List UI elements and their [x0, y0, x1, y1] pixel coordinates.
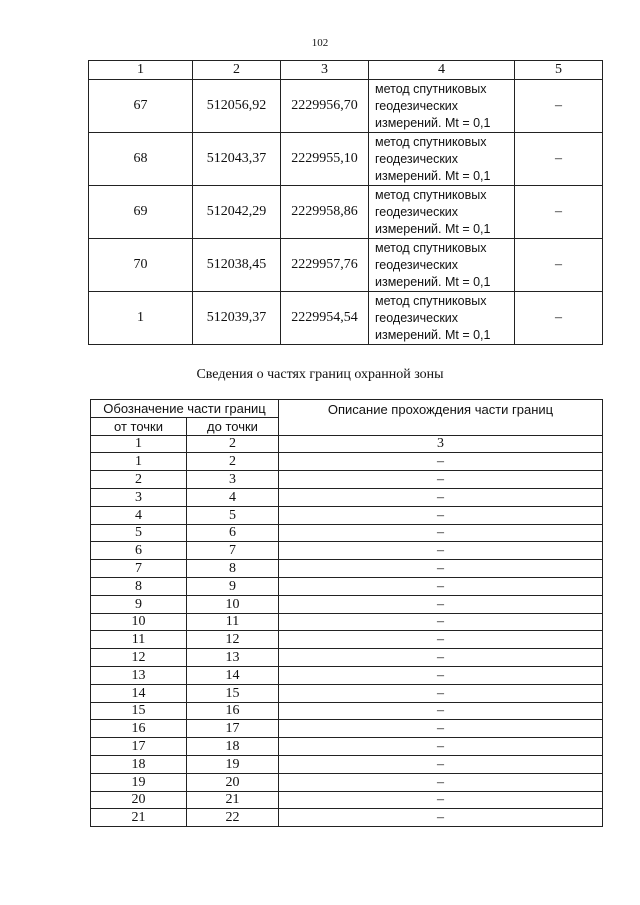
- method-cell: [369, 133, 515, 186]
- y-coordinate-cell: 2229956,70: [281, 80, 369, 133]
- column-number-4: 4: [369, 61, 515, 80]
- description-cell: –: [279, 738, 603, 756]
- from-point-cell: 11: [91, 631, 187, 649]
- description-cell: –: [279, 684, 603, 702]
- from-point-cell: 21: [91, 809, 187, 827]
- description-cell: –: [279, 560, 603, 578]
- method-line: метод спутниковых: [375, 81, 487, 96]
- description-cell: –: [279, 506, 603, 524]
- boundary-part-row: [91, 524, 603, 542]
- method-line: измерений. Mt = 0,1: [375, 274, 491, 289]
- method-line: измерений. Mt = 0,1: [375, 327, 491, 342]
- boundary-part-row: [91, 488, 603, 506]
- coordinates-table: [88, 60, 603, 345]
- column-number-3: 3: [281, 61, 369, 80]
- to-point-cell: 5: [187, 506, 279, 524]
- coordinates-row: [89, 239, 603, 292]
- point-number-cell: 69: [89, 186, 193, 239]
- boundary-part-row: [91, 613, 603, 631]
- y-coordinate-cell: 2229958,86: [281, 186, 369, 239]
- description-cell: –: [279, 773, 603, 791]
- boundary-part-row: [91, 649, 603, 667]
- to-point-cell: 18: [187, 738, 279, 756]
- y-coordinate-cell: 2229955,10: [281, 133, 369, 186]
- column-number-1: 1: [89, 61, 193, 80]
- y-coordinate-cell: 2229954,54: [281, 292, 369, 345]
- to-point-cell: 7: [187, 542, 279, 560]
- header-to-point: до точки: [187, 417, 279, 435]
- x-coordinate-cell: 512056,92: [193, 80, 281, 133]
- from-point-cell: 18: [91, 755, 187, 773]
- boundary-part-row: [91, 809, 603, 827]
- coordinates-row: [89, 80, 603, 133]
- boundary-part-row: [91, 577, 603, 595]
- note-cell: –: [515, 239, 603, 292]
- from-point-cell: 10: [91, 613, 187, 631]
- header-from-point: от точки: [91, 417, 187, 435]
- note-cell: –: [515, 80, 603, 133]
- method-cell: [369, 80, 515, 133]
- to-point-cell: 2: [187, 453, 279, 471]
- coordinates-row: [89, 292, 603, 345]
- from-point-cell: 3: [91, 488, 187, 506]
- parts-numbering-row: [91, 435, 603, 453]
- boundary-part-row: [91, 471, 603, 489]
- description-cell: –: [279, 471, 603, 489]
- from-point-cell: 16: [91, 720, 187, 738]
- coordinates-header-row: [89, 61, 603, 80]
- to-point-cell: 8: [187, 560, 279, 578]
- from-point-cell: 8: [91, 577, 187, 595]
- method-line: геодезических: [375, 204, 459, 219]
- note-cell: –: [515, 292, 603, 345]
- to-point-cell: 4: [187, 488, 279, 506]
- parts-header-row: [91, 400, 603, 418]
- boundary-part-row: [91, 453, 603, 471]
- method-line: геодезических: [375, 257, 459, 272]
- boundary-part-row: [91, 773, 603, 791]
- from-point-cell: 2: [91, 471, 187, 489]
- boundary-part-row: [91, 791, 603, 809]
- header-boundary-description: Описание прохождения части границ: [279, 400, 603, 436]
- to-point-cell: 17: [187, 720, 279, 738]
- boundary-part-row: [91, 542, 603, 560]
- from-point-cell: 19: [91, 773, 187, 791]
- method-line: геодезических: [375, 151, 459, 166]
- x-coordinate-cell: 512042,29: [193, 186, 281, 239]
- boundary-part-row: [91, 684, 603, 702]
- column-number-5: 5: [515, 61, 603, 80]
- to-point-cell: 13: [187, 649, 279, 667]
- description-cell: –: [279, 702, 603, 720]
- section-title: Сведения о частях границ охранной зоны: [196, 367, 444, 382]
- from-point-cell: 13: [91, 666, 187, 684]
- point-number-cell: 68: [89, 133, 193, 186]
- method-line: геодезических: [375, 310, 459, 325]
- description-cell: –: [279, 524, 603, 542]
- boundary-part-row: [91, 738, 603, 756]
- x-coordinate-cell: 512043,37: [193, 133, 281, 186]
- method-line: геодезических: [375, 98, 459, 113]
- from-point-cell: 15: [91, 702, 187, 720]
- description-cell: –: [279, 542, 603, 560]
- to-point-cell: 20: [187, 773, 279, 791]
- x-coordinate-cell: 512038,45: [193, 239, 281, 292]
- to-point-cell: 12: [187, 631, 279, 649]
- description-cell: –: [279, 809, 603, 827]
- from-point-cell: 1: [91, 453, 187, 471]
- to-point-cell: 22: [187, 809, 279, 827]
- boundary-part-row: [91, 631, 603, 649]
- description-cell: –: [279, 595, 603, 613]
- from-point-cell: 5: [91, 524, 187, 542]
- boundary-part-row: [91, 702, 603, 720]
- description-cell: –: [279, 453, 603, 471]
- method-line: метод спутниковых: [375, 240, 487, 255]
- boundary-part-row: [91, 560, 603, 578]
- from-point-cell: 7: [91, 560, 187, 578]
- numbering-cell: 3: [279, 435, 603, 453]
- description-cell: –: [279, 791, 603, 809]
- to-point-cell: 16: [187, 702, 279, 720]
- numbering-cell: 1: [91, 435, 187, 453]
- from-point-cell: 17: [91, 738, 187, 756]
- boundary-part-row: [91, 595, 603, 613]
- to-point-cell: 3: [187, 471, 279, 489]
- boundary-part-row: [91, 506, 603, 524]
- to-point-cell: 10: [187, 595, 279, 613]
- from-point-cell: 9: [91, 595, 187, 613]
- coordinates-row: [89, 133, 603, 186]
- from-point-cell: 14: [91, 684, 187, 702]
- method-line: измерений. Mt = 0,1: [375, 221, 491, 236]
- description-cell: –: [279, 488, 603, 506]
- y-coordinate-cell: 2229957,76: [281, 239, 369, 292]
- description-cell: –: [279, 577, 603, 595]
- method-cell: [369, 239, 515, 292]
- header-boundary-part-designation: Обозначение части границ: [91, 400, 279, 418]
- to-point-cell: 19: [187, 755, 279, 773]
- x-coordinate-cell: 512039,37: [193, 292, 281, 345]
- method-line: метод спутниковых: [375, 187, 487, 202]
- to-point-cell: 9: [187, 577, 279, 595]
- to-point-cell: 11: [187, 613, 279, 631]
- page-number: 102: [311, 37, 329, 49]
- coordinates-row: [89, 186, 603, 239]
- column-number-2: 2: [193, 61, 281, 80]
- boundary-parts-table: [90, 399, 603, 827]
- method-line: метод спутниковых: [375, 293, 487, 308]
- method-line: измерений. Mt = 0,1: [375, 168, 491, 183]
- boundary-part-row: [91, 755, 603, 773]
- to-point-cell: 21: [187, 791, 279, 809]
- point-number-cell: 70: [89, 239, 193, 292]
- method-line: метод спутниковых: [375, 134, 487, 149]
- method-cell: [369, 186, 515, 239]
- from-point-cell: 4: [91, 506, 187, 524]
- to-point-cell: 15: [187, 684, 279, 702]
- point-number-cell: 67: [89, 80, 193, 133]
- numbering-cell: 2: [187, 435, 279, 453]
- description-cell: –: [279, 613, 603, 631]
- from-point-cell: 20: [91, 791, 187, 809]
- boundary-part-row: [91, 720, 603, 738]
- note-cell: –: [515, 133, 603, 186]
- description-cell: –: [279, 666, 603, 684]
- description-cell: –: [279, 631, 603, 649]
- boundary-part-row: [91, 666, 603, 684]
- from-point-cell: 12: [91, 649, 187, 667]
- method-line: измерений. Mt = 0,1: [375, 115, 491, 130]
- to-point-cell: 6: [187, 524, 279, 542]
- to-point-cell: 14: [187, 666, 279, 684]
- point-number-cell: 1: [89, 292, 193, 345]
- note-cell: –: [515, 186, 603, 239]
- from-point-cell: 6: [91, 542, 187, 560]
- description-cell: –: [279, 755, 603, 773]
- description-cell: –: [279, 720, 603, 738]
- method-cell: [369, 292, 515, 345]
- description-cell: –: [279, 649, 603, 667]
